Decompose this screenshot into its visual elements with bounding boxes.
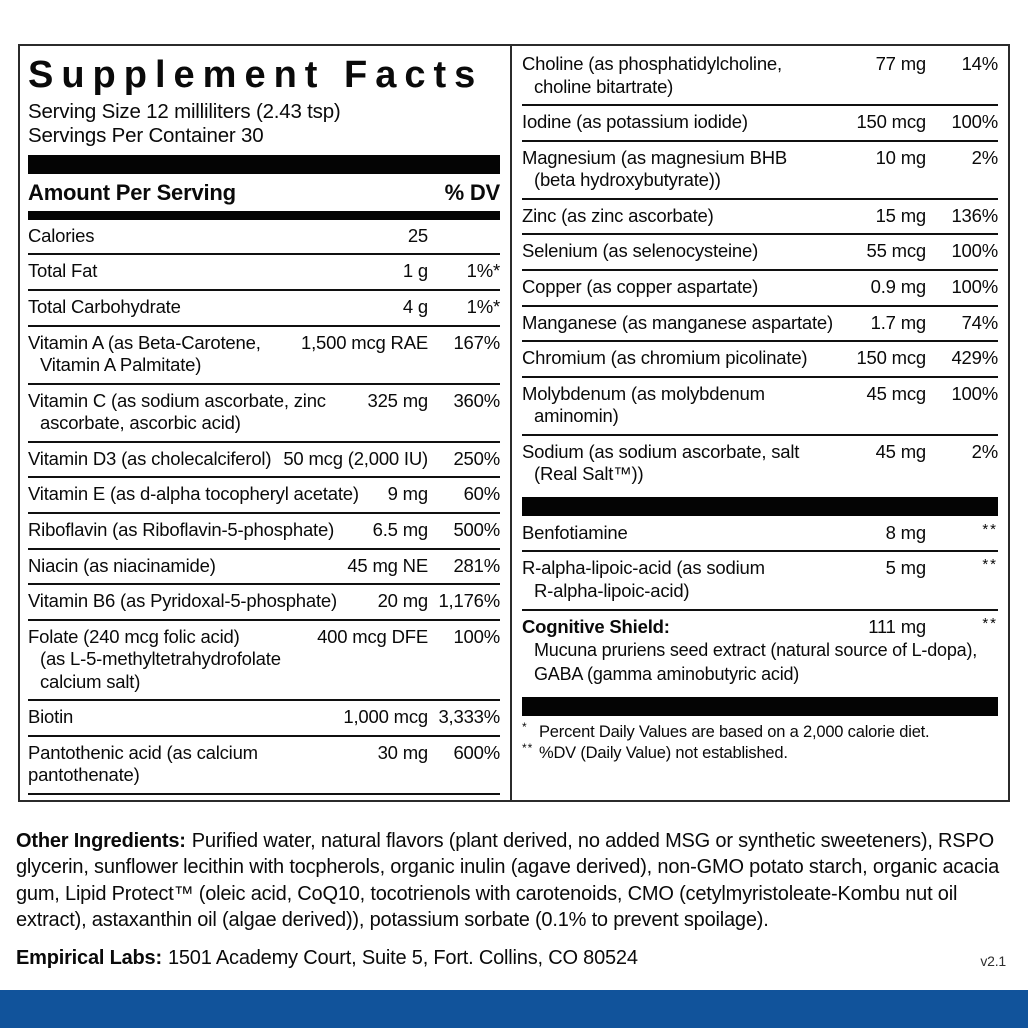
nutrient-dv: 429% (951, 347, 998, 369)
nutrient-amount: 8 mg (885, 521, 926, 543)
separator-bar-thick (28, 155, 500, 174)
left-column (20, 46, 512, 800)
nutrient-dv: 2% (971, 440, 998, 462)
nutrient-amount: 20 mg (377, 590, 428, 612)
nutrient-name-line2: (Real Salt™)) (534, 463, 644, 485)
nutrient-name-line1: Chromium (as chromium picolinate) (522, 347, 808, 369)
nutrient-dv: 1,176% (438, 590, 500, 612)
nutrient-amount: 45 mg (875, 440, 926, 462)
nutrient-name (522, 347, 848, 370)
nutrient-amount: 150 mcg (856, 347, 926, 369)
nutrient-row (28, 550, 500, 586)
cognitive-shield-ingredients (522, 640, 998, 686)
nutrient-row (28, 737, 500, 795)
nutrient-name-line2: R-alpha-lipoic-acid) (534, 580, 690, 601)
nutrient-dv: 167% (453, 331, 500, 353)
serving-size: Serving Size 12 milliliters (2.43 tsp) (28, 99, 341, 123)
nutrient-amount: 77 mg (875, 53, 926, 74)
nutrient-row (522, 342, 998, 378)
nutrient-amount: 45 mcg (866, 382, 926, 404)
footnote-marker: ** (522, 741, 534, 756)
nutrient-name-line1: Niacin (as niacinamide) (28, 554, 216, 576)
nutrient-row (28, 478, 500, 514)
nutrient-name-line1: Iodine (as potassium iodide) (522, 111, 748, 133)
nutrient-dv: 100% (951, 382, 998, 404)
nutrient-name (28, 483, 380, 506)
footnote (522, 743, 998, 764)
footnote-text: Percent Daily Values are based on a 2,000 calorie diet. (539, 723, 930, 742)
nutrient-row (522, 106, 998, 142)
other-ingredients-text: Purified water, natural flavors (plant derived, no added MSG or synthetic sweeteners), RSPO glycerin, sunflower lecithin with tocpherols, organic inulin (agave derived), non-GMO potato starch, organic acacia gum, Lipid Protect™ (oleic acid, CoQ10, tocotrienols with carotenoids, CMO (cetylmyristoleate-Kombu nut oil extract), astaxanthin oil (algae derived)), potassium sorbate (0.1% to prevent spoilage). (16, 830, 1000, 932)
nutrient-name-line1: Total Carbohydrate (28, 296, 181, 318)
nutrient-name-line1: Vitamin B6 (as Pyridoxal-5-phosphate) (28, 590, 337, 612)
footer-bar (0, 990, 1028, 1028)
nutrient-name-line2: ascorbate, ascorbic acid) (40, 412, 241, 434)
manufacturer-text: 1501 Academy Court, Suite 5, Fort. Collins, CO 80524 (167, 946, 638, 969)
nutrient-name (28, 555, 339, 578)
nutrient-amount: 45 mg NE (347, 554, 428, 576)
nutrient-name-line1: Benfotiamine (522, 521, 628, 543)
page-title: Supplement Facts (28, 54, 484, 96)
nutrient-amount: 4 g (402, 296, 428, 318)
nutrient-row (28, 443, 500, 479)
dv-header-label: % DV (444, 179, 500, 205)
nutrient-name-line1: Sodium (as sodium ascorbate, salt (522, 440, 800, 462)
nutrient-name-line1: Vitamin E (as d-alpha tocopheryl acetate) (28, 483, 359, 505)
nutrients-left (28, 220, 500, 795)
nutrients-right (522, 48, 998, 492)
nutrient-name (28, 260, 395, 283)
nutrient-name-line1: Folate (240 mcg folic acid) (28, 625, 240, 647)
nutrient-amount: 55 mcg (866, 240, 926, 262)
nutrient-name-line1: Selenium (as selenocysteine) (522, 240, 759, 262)
nutrient-name-line2: (as L-5-methyltetrahydrofolate calcium salt) (40, 648, 281, 692)
nutrient-dv: 600% (453, 741, 500, 763)
nutrient-amount: 0.9 mg (870, 275, 926, 297)
right-column (512, 46, 1008, 800)
nutrient-amount: 1.7 mg (870, 311, 926, 333)
footnotes (522, 722, 998, 765)
nutrient-name-line2: Vitamin A Palmitate) (40, 354, 202, 376)
nutrient-amount: 15 mg (875, 204, 926, 226)
nutrient-row (522, 552, 998, 610)
nutrient-row (522, 235, 998, 271)
nutrient-amount: 25 (407, 224, 428, 246)
nutrient-name-line1: Zinc (as zinc ascorbate) (522, 204, 714, 226)
footnote-marker: * (522, 720, 528, 735)
nutrient-name-line1: Molybdenum (as molybdenum (522, 382, 765, 404)
amount-header-row (28, 174, 500, 211)
nutrient-amount: 30 mg (377, 741, 428, 763)
nutrient-name (522, 312, 863, 335)
nutrient-dv: 100% (951, 111, 998, 133)
nutrient-name (28, 626, 309, 694)
nutrient-name-line1: Magnesium (as magnesium BHB (522, 146, 788, 168)
nutrient-amount: 150 mcg (856, 111, 926, 133)
nutrient-name-line1: Manganese (as manganese aspartate) (522, 311, 833, 333)
footnote (522, 722, 998, 743)
servings-per-container: Servings Per Container 30 (28, 123, 264, 147)
supplement-facts-panel (18, 44, 1010, 802)
nutrient-row (28, 327, 500, 385)
nutrient-row (28, 385, 500, 443)
section-divider-bar-bottom (522, 697, 998, 716)
nutrient-name (522, 111, 848, 134)
nutrient-name (522, 205, 868, 228)
nutrient-name-line2: aminomin) (534, 405, 619, 427)
nutrient-amount: 400 mcg DFE (317, 625, 428, 647)
nutrient-amount: 10 mg (875, 146, 926, 168)
nutrient-row (28, 701, 500, 737)
nutrient-name (28, 225, 400, 248)
nutrient-name (522, 240, 859, 263)
nutrient-name-line1: Total Fat (28, 260, 98, 282)
nutrient-name-line1: Vitamin D3 (as cholecalciferol) (28, 447, 272, 469)
cognitive-shield-row (522, 611, 998, 639)
nutrient-name (28, 390, 359, 435)
nutrient-name (522, 441, 868, 486)
nutrient-row (28, 621, 500, 702)
nutrient-row (28, 255, 500, 291)
nutrient-name (28, 706, 335, 729)
nutrient-name (522, 557, 878, 602)
nutrient-name-line1: Vitamin A (as Beta-Carotene, (28, 331, 261, 353)
section-divider-bar (522, 497, 998, 516)
nutrient-row (522, 200, 998, 236)
cognitive-shield-dv: ** (982, 614, 998, 632)
nutrients-right-other (522, 517, 998, 611)
nutrient-name-line1: Biotin (28, 706, 74, 728)
nutrient-row (28, 291, 500, 327)
nutrient-name-line1: R-alpha-lipoic-acid (as sodium (522, 557, 765, 579)
nutrient-name-line1: Vitamin C (as sodium ascorbate, zinc (28, 389, 326, 411)
nutrient-dv: 281% (453, 554, 500, 576)
nutrient-row (522, 271, 998, 307)
nutrient-dv: 1%* (466, 260, 500, 282)
cognitive-shield-section (522, 611, 998, 692)
cognitive-shield-ingredient: Mucuna pruriens seed extract (natural source of L-dopa), (534, 640, 978, 661)
nutrient-name (522, 383, 859, 428)
nutrient-dv: 360% (453, 389, 500, 411)
nutrient-name (28, 332, 293, 377)
nutrient-dv: 100% (951, 275, 998, 297)
nutrient-amount: 6.5 mg (372, 518, 428, 540)
nutrient-dv: 14% (961, 53, 998, 74)
nutrient-row (522, 48, 998, 106)
nutrient-dv: 100% (951, 240, 998, 262)
version-label: v2.1 (980, 953, 1006, 969)
nutrient-amount: 5 mg (885, 557, 926, 579)
nutrient-name-line2: choline bitartrate) (534, 75, 674, 97)
manufacturer-line (16, 945, 1012, 971)
footnote-text: %DV (Daily Value) not established. (539, 744, 788, 763)
nutrient-row (522, 517, 998, 553)
nutrient-name (28, 742, 370, 787)
nutrient-name (28, 590, 370, 613)
nutrient-name-line1: Copper (as copper aspartate) (522, 275, 759, 297)
nutrient-amount: 325 mg (367, 389, 428, 411)
nutrient-amount: 1,500 mcg RAE (301, 331, 428, 353)
nutrient-row (522, 307, 998, 343)
nutrient-name-line1: Pantothenic acid (as calcium pantothenate) (28, 741, 258, 786)
nutrient-name-line1: Choline (as phosphatidylcholine, (522, 53, 782, 74)
nutrient-dv: 1%* (466, 296, 500, 318)
nutrient-dv: 2% (971, 146, 998, 168)
nutrient-row (28, 514, 500, 550)
nutrient-row (28, 585, 500, 621)
cognitive-shield-name: Cognitive Shield: (522, 615, 670, 637)
other-ingredients-paragraph (16, 828, 1012, 934)
nutrient-name (28, 519, 365, 542)
nutrient-dv: 500% (453, 518, 500, 540)
manufacturer-label: Empirical Labs: (16, 946, 162, 969)
nutrient-name-line1: Calories (28, 224, 95, 246)
nutrient-row (28, 220, 500, 256)
bottom-section (16, 828, 1012, 971)
nutrient-dv: 3,333% (438, 706, 500, 728)
cognitive-shield-ingredient: GABA (gamma aminobutyric acid) (534, 664, 800, 685)
nutrient-row (522, 142, 998, 200)
nutrient-dv: ** (982, 520, 998, 538)
nutrient-name-line2: (beta hydroxybutyrate)) (534, 169, 721, 191)
other-ingredients-label: Other Ingredients: (16, 830, 186, 852)
nutrient-dv: 74% (961, 311, 998, 333)
separator-bar-medium (28, 211, 500, 220)
nutrient-name (522, 147, 868, 192)
nutrient-name (28, 448, 275, 471)
nutrient-name (28, 296, 395, 319)
nutrient-amount: 1,000 mcg (343, 706, 428, 728)
nutrient-name (522, 276, 863, 299)
nutrient-dv: 250% (453, 447, 500, 469)
nutrient-amount: 9 mg (387, 483, 428, 505)
nutrient-dv: ** (982, 556, 998, 574)
nutrient-row (522, 436, 998, 492)
nutrient-name (522, 522, 878, 545)
nutrient-dv: 60% (463, 483, 500, 505)
nutrient-dv: 136% (951, 204, 998, 226)
nutrient-amount: 50 mcg (2,000 IU) (283, 447, 428, 469)
amount-per-serving-label: Amount Per Serving (28, 179, 236, 205)
nutrient-dv: 100% (453, 625, 500, 647)
nutrient-amount: 1 g (402, 260, 428, 282)
cognitive-shield-amount: 111 mg (868, 615, 926, 637)
nutrient-name (522, 53, 868, 98)
nutrient-row (522, 378, 998, 436)
nutrient-name-line1: Riboflavin (as Riboflavin-5-phosphate) (28, 518, 335, 540)
